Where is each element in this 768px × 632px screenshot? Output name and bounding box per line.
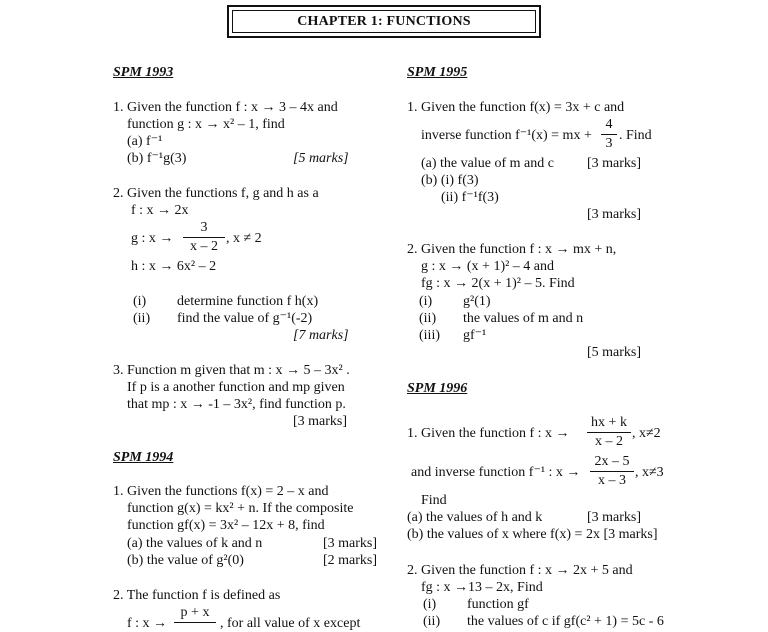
question-line: , x≠3: [635, 465, 664, 480]
sub-item-text: gf⁻¹: [463, 328, 487, 343]
fraction-numerator: hx + k: [591, 415, 627, 430]
sub-item-text: find the value of g⁻¹(-2): [177, 311, 313, 326]
marks-label: [5 marks]: [293, 151, 349, 166]
fraction-bar: [174, 622, 216, 623]
fraction-bar: [183, 237, 225, 238]
sub-item-text: g²(1): [463, 294, 491, 309]
fraction: [183, 220, 225, 255]
question-part-b: (b) the value of g²(0): [127, 553, 244, 568]
question-line: 2. Given the function f : x → 2x + 5 and: [407, 563, 633, 578]
question-line: f : x → 2x: [131, 203, 189, 218]
fraction-denominator: x – 2: [595, 434, 623, 449]
fraction-bar: [587, 432, 631, 433]
section-header-spm-1996: SPM 1996: [407, 381, 468, 396]
section-header-spm-1995: SPM 1995: [407, 65, 468, 80]
chapter-title: CHAPTER 1: FUNCTIONS: [232, 10, 536, 33]
sub-item-number: (i): [419, 294, 433, 309]
question-line: g : x →: [131, 231, 174, 246]
fraction-denominator: 3: [605, 136, 613, 151]
question-line: 1. Given the function f(x) = 3x + c and: [407, 100, 625, 115]
fraction-bar: [590, 471, 634, 472]
fraction: [601, 117, 617, 152]
sub-item-number: (ii): [423, 614, 441, 629]
question-line: g : x → (x + 1)² – 4 and: [421, 259, 555, 274]
section-header-spm-1993: SPM 1993: [113, 65, 174, 80]
marks-label: [3 marks]: [293, 414, 348, 429]
question-line: . Find: [619, 128, 652, 143]
sub-item-text: determine function f h(x): [177, 294, 319, 309]
sub-item-number: (i): [423, 597, 437, 612]
question-line: 2. Given the functions f, g and h as a: [113, 186, 319, 201]
question-part-a: (a) the values of h and k: [407, 510, 543, 525]
question-line: 1. Given the functions f(x) = 2 – x and: [113, 484, 329, 499]
question-line: that mp : x → -1 – 3x², find function p.: [127, 397, 346, 412]
fraction-numerator: 3: [200, 220, 208, 235]
fraction-bar: [601, 134, 617, 135]
fraction-denominator: x – 3: [598, 473, 626, 488]
question-line: h : x → 6x² – 2: [131, 259, 217, 274]
sub-item-number: (ii): [419, 311, 437, 326]
question-line: fg : x → 2(x + 1)² – 5. Find: [421, 276, 575, 291]
sub-item-number: (i): [133, 294, 147, 309]
chapter-title-box: [227, 5, 541, 38]
question-line: function g : x → x² – 1, find: [127, 117, 285, 132]
fraction: [174, 605, 216, 624]
question-line: function g(x) = kx² + n. If the composite: [127, 501, 354, 516]
question-line: fg : x →13 – 2x, Find: [421, 580, 543, 595]
question-part-b: (b) (i) f(3): [421, 173, 479, 188]
question-line: and inverse function f⁻¹ : x →: [411, 465, 581, 480]
section-header-spm-1994: SPM 1994: [113, 450, 174, 465]
question-part-a: (a) f⁻¹: [127, 134, 163, 149]
fraction: [590, 454, 634, 489]
fraction: [587, 415, 631, 450]
sub-item-number: (ii): [133, 311, 151, 326]
sub-item-text: function gf: [467, 597, 529, 612]
question-line: If p is a another function and mp given: [127, 380, 345, 395]
marks-label: [2 marks]: [323, 553, 378, 568]
question-part-b: (b) f⁻¹g(3): [127, 151, 187, 166]
marks-label: [3 marks]: [323, 536, 378, 551]
question-line: f : x →: [127, 616, 168, 631]
sub-item-text: the values of m and n: [463, 311, 584, 326]
question-line: , x ≠ 2: [226, 231, 262, 246]
question-line: Find: [421, 493, 447, 508]
fraction-numerator: 4: [605, 117, 613, 132]
sub-item-text: the values of c if gf(c² + 1) = 5c - 6: [467, 614, 664, 629]
question-part-a: (a) the value of m and c: [421, 156, 554, 171]
marks-label: [3 marks]: [587, 510, 642, 525]
fraction-numerator: 2x – 5: [594, 454, 630, 469]
question-line: 1. Given the function f : x → 3 – 4x and: [113, 100, 338, 115]
question-line: 3. Function m given that m : x → 5 – 3x² .: [113, 363, 350, 378]
question-line: 2. Given the function f : x → mx + n,: [407, 242, 617, 257]
question-line: function gf(x) = 3x² – 12x + 8, find: [127, 518, 325, 533]
marks-label: [3 marks]: [587, 207, 642, 222]
sub-item-number: (iii): [419, 328, 440, 343]
marks-label: [3 marks]: [587, 156, 642, 171]
question-line: inverse function f⁻¹(x) = mx +: [421, 128, 592, 143]
marks-label: [5 marks]: [587, 345, 642, 360]
fraction-denominator: x – 2: [190, 239, 218, 254]
marks-label: [7 marks]: [293, 328, 349, 343]
fraction-numerator: p + x: [180, 605, 210, 620]
question-part-b: (b) the values of x where f(x) = 2x [3 marks]: [407, 527, 658, 542]
question-line: , x≠2: [632, 426, 661, 441]
question-line: 2. The function f is defined as: [113, 588, 281, 603]
question-part-b-ii: (ii) f⁻¹f(3): [441, 190, 499, 205]
question-line: 1. Given the function f : x →: [407, 426, 570, 441]
question-part-a: (a) the values of k and n: [127, 536, 263, 551]
question-line: , for all value of x except: [220, 616, 361, 631]
